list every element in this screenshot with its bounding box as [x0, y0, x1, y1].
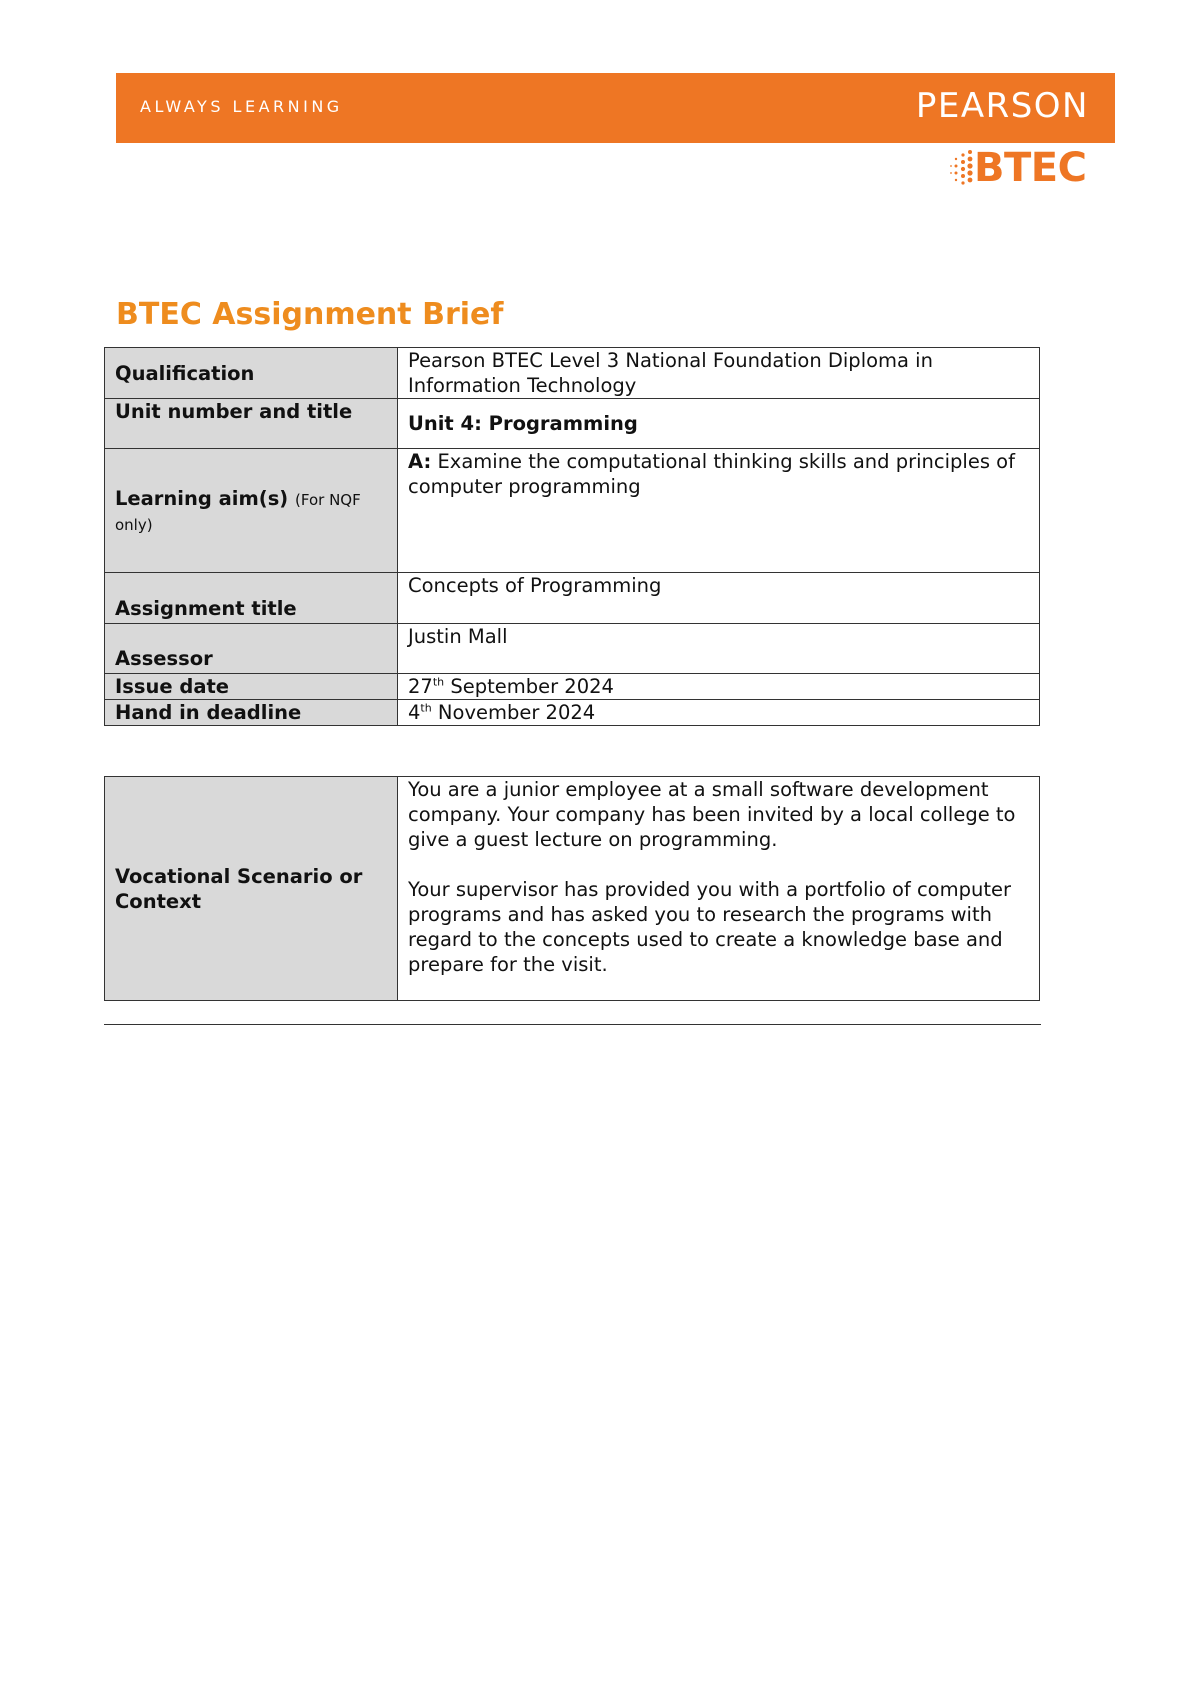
scenario-table: [104, 776, 1040, 1001]
deadline-label: Hand in deadline: [105, 700, 398, 726]
scenario-paragraph-1: You are a junior employee at a small software development company. Your company has been invited by a local college to give a guest lecture on programming.: [408, 778, 1016, 851]
learning-aim-text: Examine the computational thinking skills and principles of computer programming: [408, 450, 1015, 498]
assignment-title-value: Concepts of Programming: [398, 573, 1040, 624]
table-row-qualification: [105, 348, 1040, 399]
btec-logo: [948, 146, 1096, 190]
page-title: BTEC Assignment Brief: [116, 297, 504, 332]
unit-value: [398, 399, 1040, 449]
banner-tagline: ALWAYS LEARNING: [140, 97, 343, 116]
assessor-label: Assessor: [105, 624, 398, 674]
deadline-suffix: th: [420, 701, 432, 715]
scenario-paragraph-2: Your supervisor has provided you with a portfolio of computer programs and has asked you to research the programs with regard to the concepts used to create a knowledge base and prepare for the visit.: [408, 878, 1011, 976]
table-row-assessor: [105, 624, 1040, 674]
learning-aim-prefix: A:: [408, 450, 432, 473]
issue-date-label: Issue date: [105, 674, 398, 700]
btec-dots-icon: [948, 146, 976, 190]
unit-value-text: Unit 4: Programming: [408, 412, 638, 435]
section-divider: [104, 1024, 1041, 1025]
scenario-label: Vocational Scenario or Context: [105, 777, 398, 1001]
qualification-value: Pearson BTEC Level 3 National Foundation Diploma in Information Technology: [398, 348, 1040, 399]
assignment-title-label: Assignment title: [105, 573, 398, 624]
issue-date-suffix: th: [432, 675, 445, 689]
unit-label: Unit number and title: [105, 399, 398, 449]
qualification-label: Qualification: [105, 348, 398, 399]
table-row-assignment-title: [105, 573, 1040, 624]
learning-aim-note: (For NQF only): [115, 490, 361, 534]
table-row-scenario: [105, 777, 1040, 1001]
issue-date-rest: September 2024: [450, 675, 614, 698]
assignment-details-table: [104, 347, 1040, 726]
learning-aim-label-cell: [105, 449, 398, 573]
deadline-value: [398, 700, 1040, 726]
table-row-unit: [105, 399, 1040, 449]
table-row-learning-aim: [105, 449, 1040, 573]
assessor-value: Justin Mall: [398, 624, 1040, 674]
issue-date-value: [398, 674, 1040, 700]
deadline-day: 4: [408, 701, 421, 724]
pearson-logo: PEARSON: [915, 86, 1089, 126]
table-row-issue-date: [105, 674, 1040, 700]
header-banner: [116, 73, 1115, 143]
deadline-rest: November 2024: [437, 701, 596, 724]
scenario-value: [398, 777, 1040, 1001]
table-row-deadline: [105, 700, 1040, 726]
btec-wordmark: BTEC: [974, 145, 1087, 191]
issue-date-day: 27: [408, 675, 433, 698]
learning-aim-value: [398, 449, 1040, 573]
learning-aim-label: Learning aim(s): [115, 486, 289, 510]
